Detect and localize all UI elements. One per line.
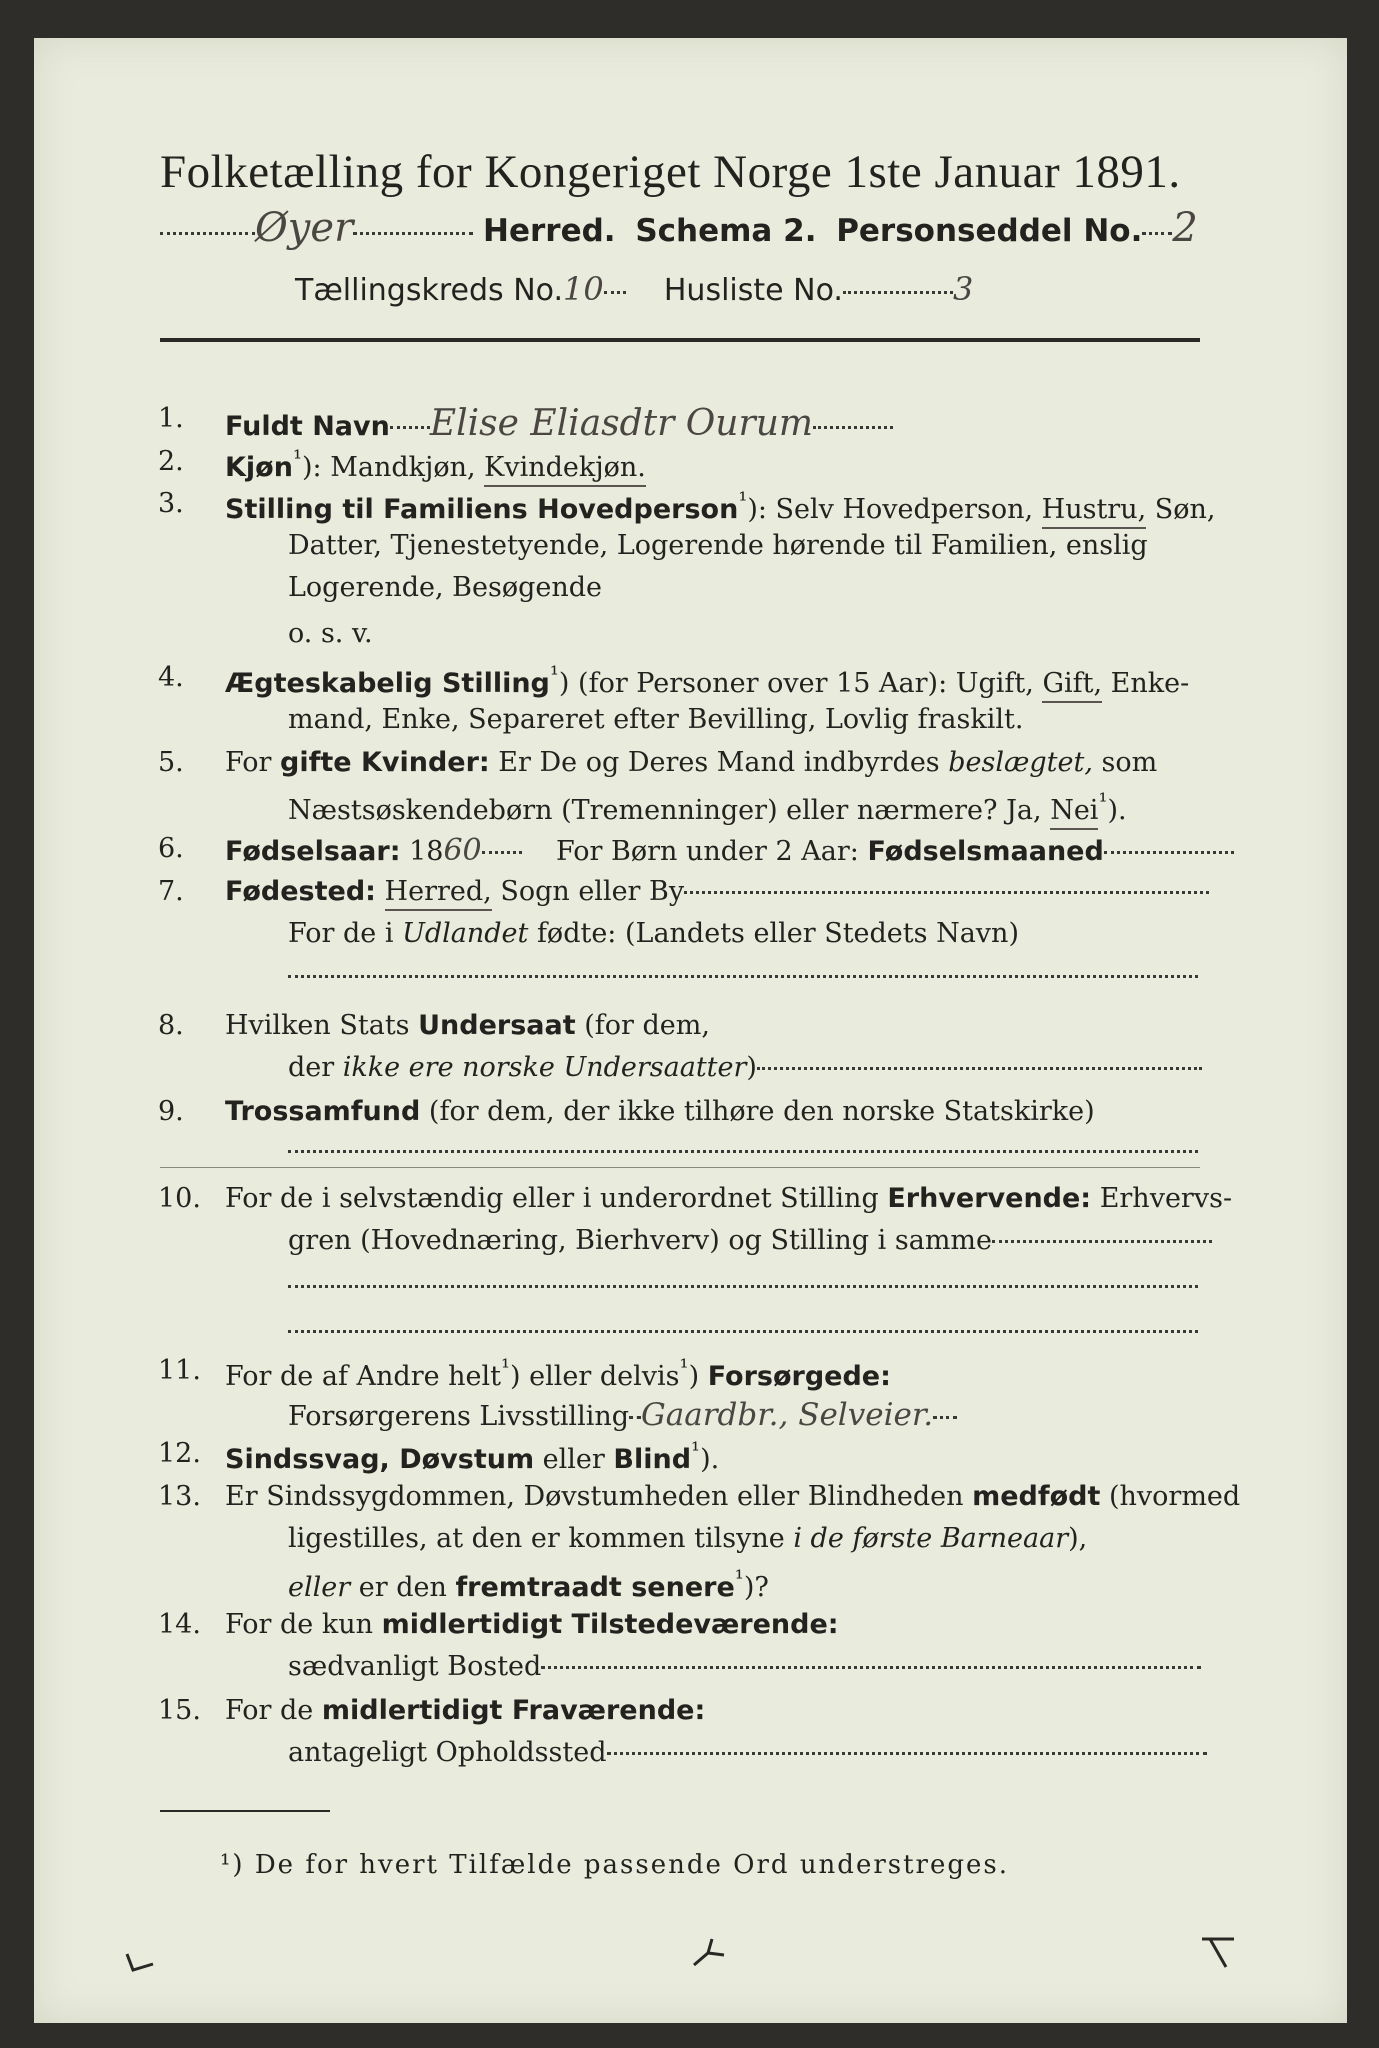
item-text: (for dem,	[575, 1010, 710, 1041]
footnote-mark: ¹	[679, 1355, 689, 1381]
item-medfodt	[225, 1481, 1240, 1512]
footnote-mark: ¹	[501, 1355, 511, 1381]
item-text: Enke-	[1102, 668, 1190, 699]
item-erhvervende-line2	[288, 1225, 1212, 1256]
item-number: 12.	[158, 1438, 201, 1469]
item-number: 14.	[158, 1609, 201, 1640]
item-label: Fødselsaar:	[225, 836, 401, 867]
registration-mark-icon	[1200, 1935, 1236, 1971]
item-text: Er Sindssygdommen, Døvstumheden eller Blindheden	[225, 1481, 973, 1512]
item-text: fødte: (Landets eller Stedets Navn)	[528, 918, 1019, 949]
item-label: Fødselsmaaned	[867, 836, 1104, 867]
item-undersaat	[225, 1010, 710, 1041]
item-text: Logerende, Besøgende	[288, 572, 602, 603]
item-text: Udlandet	[402, 918, 529, 949]
item-sindssvag	[225, 1438, 719, 1475]
item-gifte-kvinder	[225, 747, 1157, 778]
item-text: ) (for Personer over 15 Aar): Ugift,	[558, 668, 1043, 699]
item-label: Erhvervende:	[887, 1183, 1092, 1214]
item-fodested	[225, 876, 1209, 907]
item-text: antageligt Opholdssted	[288, 1737, 607, 1768]
item-text: Forsørgerens Livsstilling	[288, 1401, 630, 1432]
footnote-rule	[160, 1810, 330, 1812]
footnote-mark: ¹	[292, 446, 302, 472]
item-text: i de første Barneaar	[793, 1523, 1069, 1554]
item-number: 13.	[158, 1481, 201, 1512]
item-label: midlertidigt Fraværende:	[321, 1695, 706, 1726]
personseddel-label: Personseddel No.	[836, 213, 1143, 249]
item-medfodt-line3	[288, 1566, 769, 1603]
item-text: som	[1092, 747, 1158, 778]
registration-mark-icon	[690, 1935, 726, 1971]
item-kjon	[225, 446, 646, 483]
item-forsorgede	[225, 1355, 891, 1392]
item-number: 11.	[158, 1355, 201, 1386]
item-aegteskabelig	[225, 662, 1189, 699]
item-text: ),	[1068, 1523, 1088, 1554]
form-title: Folketælling for Kongeriget Norge 1ste Januar 1891.	[160, 146, 1181, 198]
item-text: sædvanligt Bosted	[288, 1651, 542, 1682]
kreds-label: Tællingskreds No.	[295, 273, 563, 308]
footnote-mark: ¹	[549, 662, 559, 688]
item-number: 10.	[158, 1183, 201, 1214]
selected-option: Hustru,	[1042, 494, 1147, 529]
item-number: 5.	[158, 747, 184, 778]
item-label: Trossamfund	[225, 1096, 421, 1127]
item-text: For de i	[288, 918, 403, 949]
item-text: (for dem, der ikke tilhøre den norske Statskirke)	[420, 1096, 1095, 1127]
item-label: midlertidigt Tilstedeværende:	[381, 1609, 839, 1640]
item-label: Fuldt Navn	[225, 411, 390, 442]
blank-line	[288, 975, 1198, 978]
selected-option: Nei	[1050, 795, 1098, 830]
blank-line	[288, 1330, 1198, 1333]
item-text: Er De og Deres Mand indbyrdes	[489, 747, 949, 778]
item-text: For Børn under 2 Aar:	[555, 836, 868, 867]
item-label: gifte Kvinder:	[280, 747, 490, 778]
footnote-mark: ¹	[691, 1438, 701, 1464]
item-label: Forsørgede:	[707, 1361, 891, 1392]
husliste-value: 3	[952, 270, 974, 308]
footnote-mark: ¹	[734, 1566, 744, 1592]
item-trossamfund	[225, 1096, 1095, 1127]
selected-option: Herred,	[385, 876, 492, 911]
section-divider	[160, 1167, 1200, 1168]
item-text: mand, Enke, Separeret efter Bevilling, Lovlig fraskilt.	[288, 704, 1024, 735]
item-number: 2.	[158, 446, 184, 477]
item-number: 15.	[158, 1695, 201, 1726]
item-undersaat-line2	[288, 1052, 1202, 1083]
kreds-line	[295, 270, 973, 308]
schema-label: Schema 2.	[635, 213, 817, 249]
item-text: o. s. v.	[288, 618, 373, 649]
item-text: ).	[700, 1444, 720, 1475]
item-text: Søn,	[1146, 494, 1216, 525]
item-text: beslægtet,	[948, 747, 1093, 778]
item-text: Næstsøskendebørn (Tremenninger) eller nærmere? Ja,	[288, 795, 1051, 826]
blank-line	[288, 1285, 1198, 1288]
birth-year-value: 60	[443, 833, 482, 868]
item-number: 7.	[158, 876, 184, 907]
item-forsorgede-line2	[288, 1397, 957, 1433]
header-rule	[160, 338, 1200, 342]
selected-option: Gift,	[1042, 668, 1102, 703]
item-text: Erhvervs-	[1091, 1183, 1233, 1214]
herred-line	[160, 205, 1198, 251]
item-fravaerende-line2	[288, 1737, 1207, 1768]
item-text: der	[288, 1052, 343, 1083]
item-text: For de i selvstændig eller i underordnet Stilling	[225, 1183, 888, 1214]
kreds-value: 10	[563, 270, 604, 308]
item-label: Blind	[613, 1444, 692, 1475]
item-label: Sindssvag, Døvstum	[225, 1444, 535, 1475]
item-text: For de kun	[225, 1609, 382, 1640]
item-text: ): Selv Hovedperson,	[747, 494, 1042, 525]
item-tilstedevaerende	[225, 1609, 839, 1640]
personseddel-value: 2	[1172, 205, 1198, 251]
item-number: 1.	[158, 403, 184, 434]
item-text: )?	[743, 1572, 769, 1603]
item-label: fremtraadt senere	[455, 1572, 735, 1603]
item-label: Kjøn	[225, 452, 293, 483]
item-text: For de	[225, 1695, 322, 1726]
item-fodested-line2	[288, 918, 1019, 949]
item-number: 4.	[158, 662, 184, 693]
item-label: Fødested:	[225, 876, 376, 907]
item-text: eller	[288, 1572, 351, 1603]
item-stilling	[225, 488, 1216, 525]
blank-line	[288, 1150, 1198, 1153]
item-text: 18	[400, 836, 444, 867]
item-medfodt-line2	[288, 1523, 1087, 1554]
item-tilstedevaerende-line2	[288, 1651, 1201, 1682]
item-text: )	[688, 1361, 708, 1392]
footnote-mark: ¹	[738, 488, 748, 514]
herred-label: Herred.	[483, 213, 616, 249]
item-text: Datter, Tjenestetyende, Logerende hørende til Familien, enslig	[288, 530, 1148, 561]
item-gifte-kvinder-line2	[288, 789, 1127, 826]
full-name-value: Elise Eliasdtr Ourum	[429, 403, 814, 444]
item-label: Ægteskabelig Stilling	[225, 668, 550, 699]
item-number: 8.	[158, 1010, 184, 1041]
item-text: ikke ere norske Undersaatter	[342, 1052, 747, 1083]
item-text: ) eller delvis	[510, 1361, 680, 1392]
item-number: 3.	[158, 488, 184, 519]
item-fravaerende	[225, 1695, 705, 1726]
provider-occupation-value: Gaardbr., Selveier.	[641, 1397, 934, 1433]
herred-value: Øyer	[255, 205, 354, 251]
item-fodselsaar	[225, 833, 1234, 868]
item-text: er den	[350, 1572, 456, 1603]
item-text: Sogn eller By	[491, 876, 685, 907]
registration-mark-icon	[125, 1950, 155, 1974]
item-text: )	[746, 1052, 757, 1083]
item-text: For	[225, 747, 281, 778]
item-text: ).	[1107, 795, 1127, 826]
item-text: For de af Andre helt	[225, 1361, 502, 1392]
footnote-mark: ¹	[1098, 789, 1108, 815]
item-label: Undersaat	[418, 1010, 576, 1041]
item-number: 9.	[158, 1096, 184, 1127]
husliste-label: Husliste No.	[663, 273, 843, 308]
item-text: ): Mandkjøn,	[301, 452, 485, 483]
item-erhvervende	[225, 1183, 1232, 1214]
item-number: 6.	[158, 833, 184, 864]
item-text: gren (Hovednæring, Bierhverv) og Stilling i samme	[288, 1225, 993, 1256]
item-label: Stilling til Familiens Hovedperson	[225, 494, 739, 525]
footnote-text: ¹) De for hvert Tilfælde passende Ord understreges.	[220, 1850, 1010, 1880]
item-text: ligestilles, at den er kommen tilsyne	[288, 1523, 794, 1554]
selected-option: Kvindekjøn.	[484, 452, 646, 487]
item-text: eller	[534, 1444, 614, 1475]
item-text: Hvilken Stats	[225, 1010, 419, 1041]
item-label: medfødt	[972, 1481, 1101, 1512]
item-text: (hvormed	[1100, 1481, 1241, 1512]
item-fuldt-navn	[225, 403, 893, 444]
